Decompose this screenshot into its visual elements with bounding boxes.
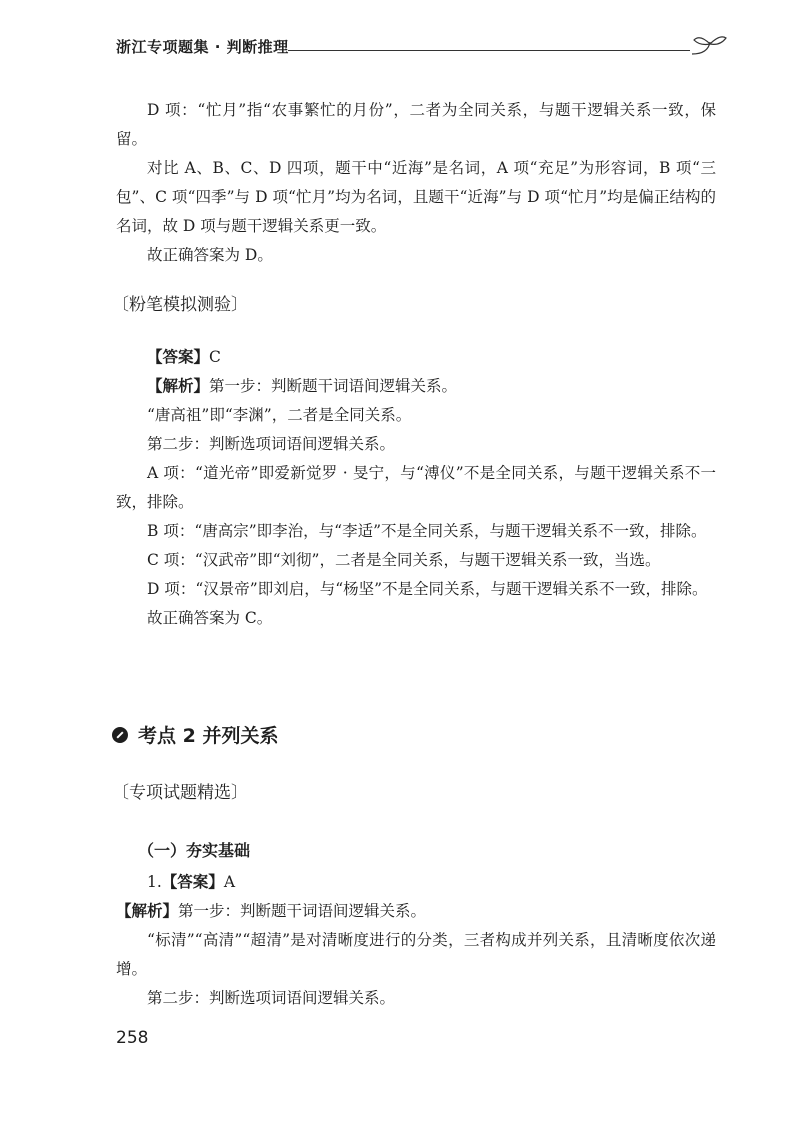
mock-conclusion: 故正确答案为 C。 <box>147 609 273 627</box>
bracket-close: 〕 <box>231 295 248 315</box>
sprout-icon <box>690 32 730 62</box>
selected-label <box>112 778 248 803</box>
q1-step2: 第二步：判断选项词语间逻辑关系。 <box>147 989 396 1007</box>
bracket-close-2: 〕 <box>231 783 248 803</box>
q1-block <box>116 868 716 1013</box>
d-item-text: D 项：“忙月”指“农事繁忙的月份”，二者为全同关系，与题干逻辑关系一致，保留。 <box>116 101 716 148</box>
header-rule <box>288 50 690 51</box>
subhead-basics: （一）夯实基础 <box>138 841 251 860</box>
mock-answer-line <box>116 343 716 372</box>
q1-answer-value: A <box>223 873 236 891</box>
analysis-step1: 第一步：判断题干词语间逻辑关系。 <box>209 377 458 395</box>
answer-label: 【答案】 <box>147 348 210 366</box>
bracket-open: 〔 <box>112 295 129 315</box>
topic-heading-text: 考点 2 并列关系 <box>138 725 279 747</box>
selected-title: 专项试题精选 <box>129 783 231 803</box>
q1-number: 1. <box>147 873 162 891</box>
q1-answer-line <box>116 868 716 897</box>
mock-step2: 第二步：判断选项词语间逻辑关系。 <box>147 435 396 453</box>
pencil-badge-icon <box>112 727 128 743</box>
q1-stem: “标清”“高清”“超清”是对清晰度进行的分类，三者构成并列关系，且清晰度依次递增。 <box>116 931 716 978</box>
q1-step1: 第一步：判断题干词语间逻辑关系。 <box>178 902 427 920</box>
top-block <box>116 96 716 270</box>
answer-value: C <box>209 348 221 366</box>
mock-test-title: 粉笔模拟测验 <box>129 295 231 315</box>
conclusion-text: 故正确答案为 D。 <box>147 246 273 264</box>
mock-option-c: C 项：“汉武帝”即“刘彻”，二者是全同关系，与题干逻辑关系一致，当选。 <box>147 551 661 569</box>
q1-analysis-line <box>116 897 716 926</box>
bracket-open-2: 〔 <box>112 783 129 803</box>
q1-answer-label: 【答案】 <box>161 873 224 891</box>
page-number: 258 <box>116 1028 149 1048</box>
header-title: 浙江专项题集 · 判断推理 <box>116 38 289 56</box>
mock-test-label <box>112 290 248 315</box>
topic-heading <box>112 721 278 748</box>
compare-text: 对比 A、B、C、D 四项，题干中“近海”是名词，A 项“充足”为形容词，B 项“三包”、C 项“四季”与 D 项“忙月”均为名词，且题干“近海”与 D 项“忙月”均是偏正结构的名词，故 D 项与题干逻辑关系更一致。 <box>116 159 716 235</box>
mock-option-b: B 项：“唐高宗”即李治，与“李适”不是全同关系，与题干逻辑关系不一致，排除。 <box>147 522 707 540</box>
mock-stem: “唐高祖”即“李渊”，二者是全同关系。 <box>147 406 412 424</box>
analysis-label: 【解析】 <box>147 377 210 395</box>
mock-test-block <box>116 343 716 633</box>
mock-option-d: D 项：“汉景帝”即刘启，与“杨坚”不是全同关系，与题干逻辑关系不一致，排除。 <box>147 580 708 598</box>
mock-option-a: A 项：“道光帝”即爱新觉罗 · 旻宁，与“溥仪”不是全同关系，与题干逻辑关系不一致，排除。 <box>116 464 716 511</box>
mock-analysis-line <box>116 372 716 401</box>
q1-analysis-label: 【解析】 <box>116 902 179 920</box>
